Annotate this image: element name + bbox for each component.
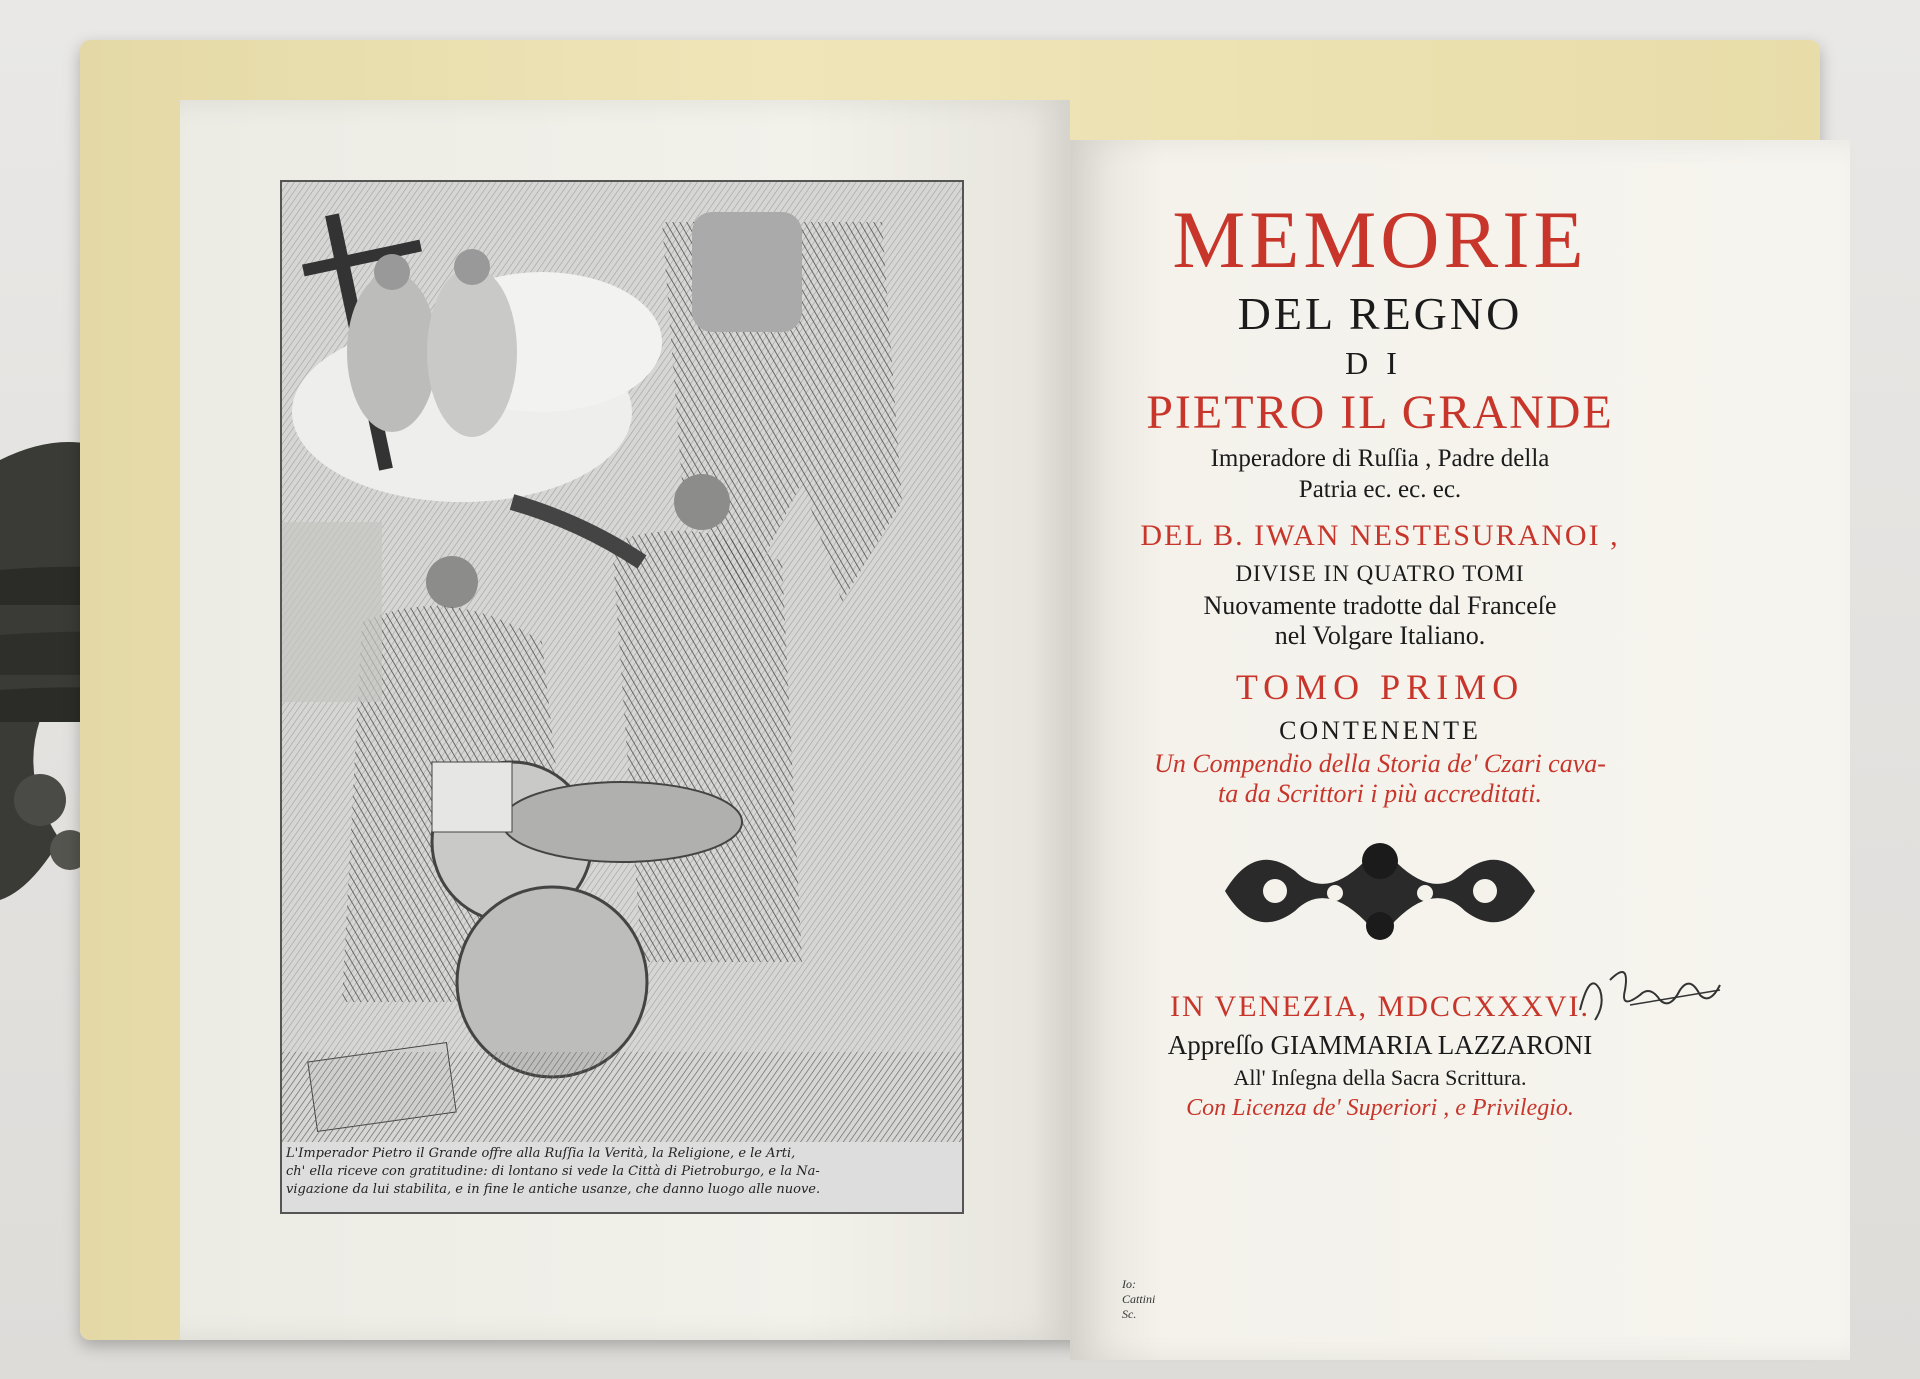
translation-line: Nuovamente tradotte dal Franceſe bbox=[1203, 591, 1557, 620]
author-line: DEL B. IWAN NESTESURANOI , bbox=[1140, 519, 1620, 552]
title-line-2: DEL REGNO bbox=[1237, 288, 1523, 339]
translation-line: nel Volgare Italiano. bbox=[1274, 621, 1486, 650]
tome-line: TOMO PRIMO bbox=[1235, 667, 1525, 707]
license-line: Con Licenza de' Superiori , e Privilegio. bbox=[1186, 1095, 1574, 1121]
contents-label: CONTENENTE bbox=[1279, 716, 1481, 745]
subtitle-line: Patria ec. ec. ec. bbox=[1298, 476, 1462, 503]
subtitle-line: Imperadore di Ruſſia , Padre della bbox=[1210, 445, 1550, 472]
printer-ornament bbox=[1215, 831, 1545, 951]
frontispiece-engraving bbox=[280, 180, 1156, 1321]
engraving-illustration bbox=[282, 182, 962, 1142]
engraver-signature: Io: Cattini Sc. bbox=[1122, 1277, 1156, 1321]
imprint-place: IN VENEZIA, MDCCXXXVI. bbox=[1169, 990, 1591, 1023]
caption-line: vigazione da lui stabilita, e in fine le antiche usanze, che danno luogo alle nuove. bbox=[286, 1182, 821, 1197]
volumes-line: DIVISE IN QUATRO TOMI bbox=[1235, 561, 1525, 586]
title-line-4: PIETRO IL GRANDE bbox=[1146, 386, 1614, 439]
handwritten-signature bbox=[1570, 950, 1730, 1030]
imprint-sign: All' Inſegna della Sacra Scrittura. bbox=[1233, 1065, 1527, 1090]
contents-line: Un Compendio della Storia de' Czari cava- bbox=[1154, 749, 1606, 778]
caption-line: L'Imperador Pietro il Grande offre alla Ruſſia la Verità, la Religione, e le Arti, bbox=[286, 1146, 796, 1161]
book-title: MEMORIE bbox=[1172, 194, 1588, 285]
engraving-caption bbox=[286, 1145, 954, 1199]
title-line-3: DI bbox=[1345, 345, 1415, 381]
contents-line: ta da Scrittori i più accreditati. bbox=[1217, 779, 1542, 808]
caption-line: ch' ella riceve con gratitudine: di lontano si vede la Città di Pietroburgo, e la Na- bbox=[286, 1164, 820, 1179]
imprint-printer: Appreſſo GIAMMARIA LAZZARONI bbox=[1167, 1030, 1593, 1060]
